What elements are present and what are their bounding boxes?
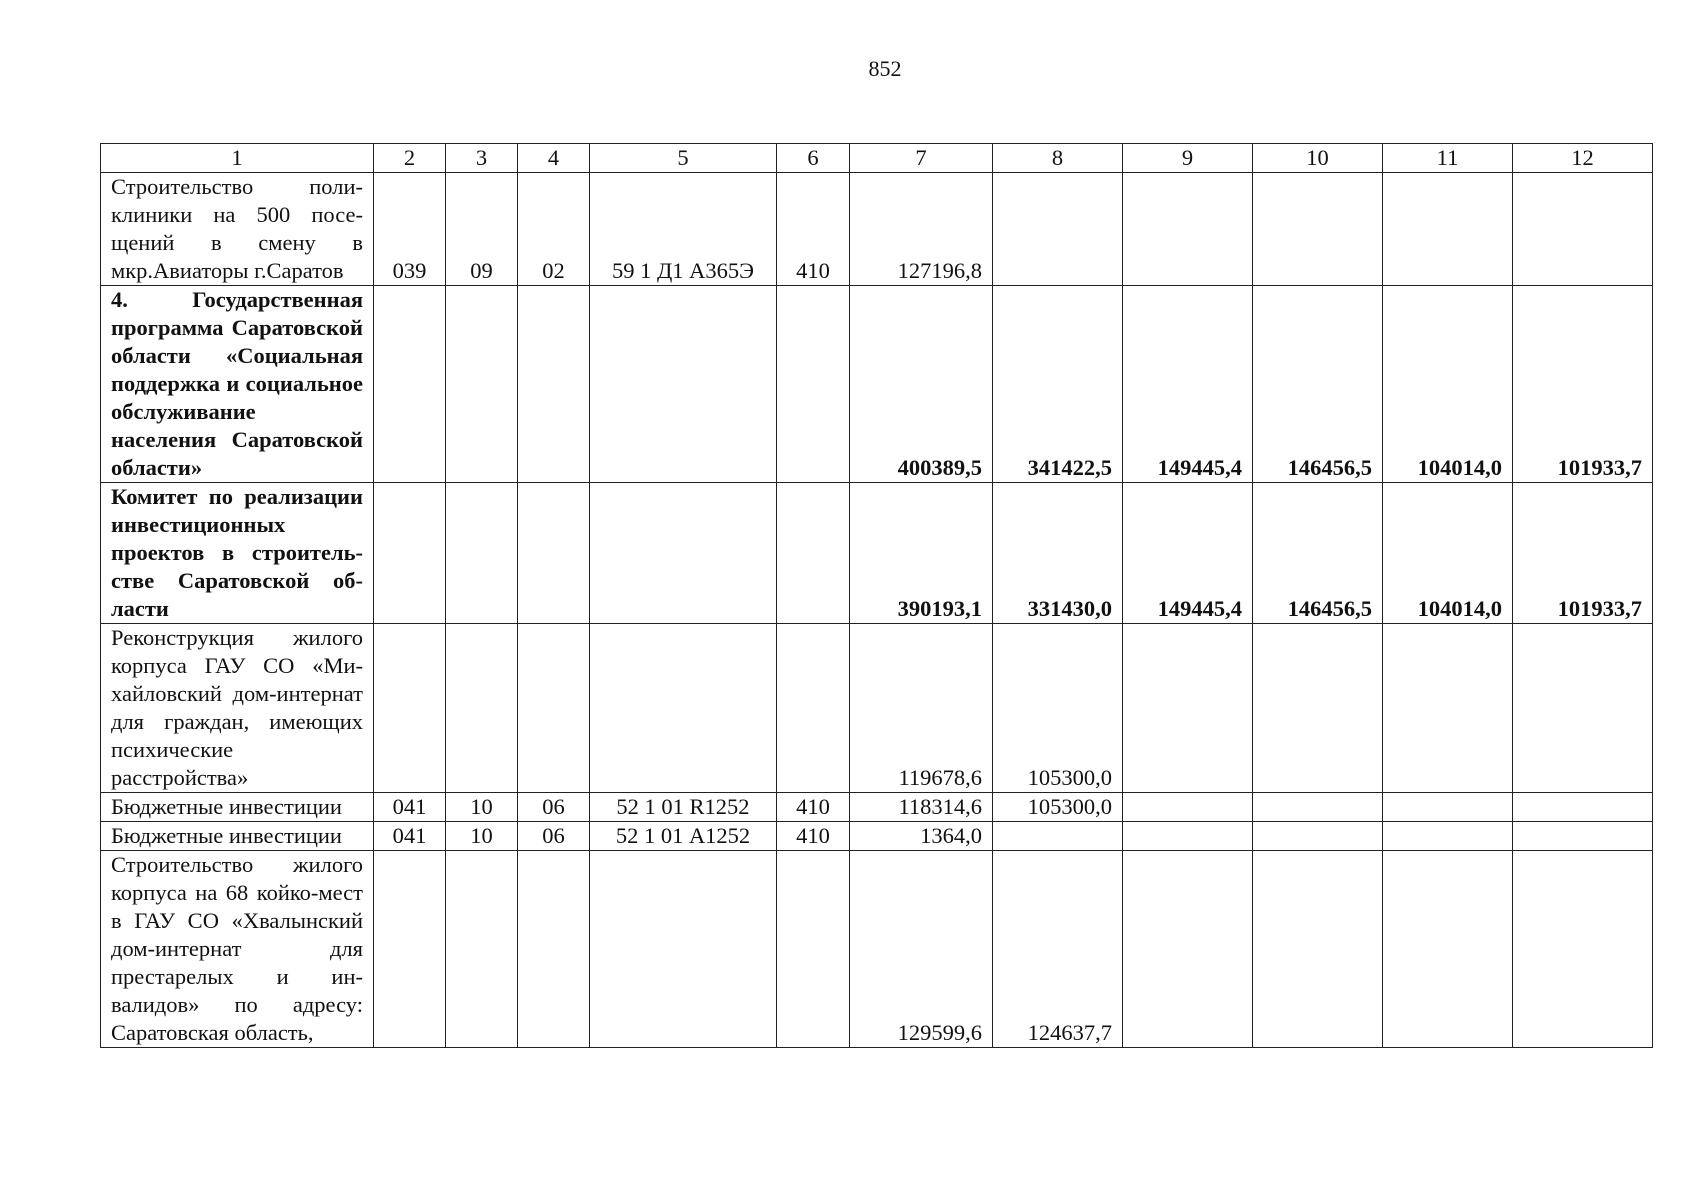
item-name-cell: Строительство поликлиники на 500 посещений в смену в мкр.Авиаторы г.Саратов xyxy=(101,173,374,286)
section-code-cell xyxy=(446,483,518,624)
section-code-cell: 09 xyxy=(446,173,518,286)
subsection-code-cell xyxy=(518,483,590,624)
amount-cell: 124637,7 xyxy=(993,851,1123,1048)
amount-cell xyxy=(1383,822,1513,851)
page-number: 852 xyxy=(868,56,902,81)
subsection-code-cell: 06 xyxy=(518,822,590,851)
amount-cell xyxy=(1383,793,1513,822)
target-item-code-cell xyxy=(590,483,777,624)
amount-cell: 1364,0 xyxy=(850,822,993,851)
amount-cell xyxy=(1123,822,1253,851)
amount-cell: 104014,0 xyxy=(1383,483,1513,624)
amount-cell xyxy=(1513,793,1653,822)
amount-cell xyxy=(1253,624,1383,793)
amount-cell xyxy=(993,822,1123,851)
expense-type-code-cell xyxy=(777,286,850,483)
item-name-cell: Реконструкция жилого корпуса ГАУ СО «Михайловский дом-интернат для граждан, имеющих психические расстройства» xyxy=(101,624,374,793)
subsection-code-cell: 06 xyxy=(518,793,590,822)
amount-cell xyxy=(1513,851,1653,1048)
amount-cell: 104014,0 xyxy=(1383,286,1513,483)
amount-cell: 149445,4 xyxy=(1123,483,1253,624)
amount-cell xyxy=(993,173,1123,286)
amount-cell xyxy=(1383,173,1513,286)
amount-cell: 146456,5 xyxy=(1253,483,1383,624)
amount-cell: 149445,4 xyxy=(1123,286,1253,483)
expense-type-code-cell: 410 xyxy=(777,822,850,851)
target-item-code-cell xyxy=(590,851,777,1048)
ministry-code-cell: 041 xyxy=(374,822,446,851)
amount-cell xyxy=(1513,624,1653,793)
amount-cell xyxy=(1513,173,1653,286)
expense-type-code-cell xyxy=(777,624,850,793)
column-header: 9 xyxy=(1123,144,1253,173)
expense-type-code-cell xyxy=(777,483,850,624)
column-header: 5 xyxy=(590,144,777,173)
expense-type-code-cell xyxy=(777,851,850,1048)
ministry-code-cell: 039 xyxy=(374,173,446,286)
item-name-cell: Бюджетные инвестиции xyxy=(101,822,374,851)
expense-type-code-cell: 410 xyxy=(777,173,850,286)
column-header: 2 xyxy=(374,144,446,173)
item-name-cell: Строительство жилого корпуса на 68 койко-мест в ГАУ СО «Хвалынский дом-интернат для престарелых и инвалидов» по адресу: Саратовская область, xyxy=(101,851,374,1048)
section-code-cell: 10 xyxy=(446,822,518,851)
ministry-code-cell xyxy=(374,483,446,624)
item-name-cell: Комитет по реализации инвестиционных проектов в строительстве Саратовской области xyxy=(101,483,374,624)
amount-cell xyxy=(1123,624,1253,793)
subsection-code-cell xyxy=(518,286,590,483)
amount-cell xyxy=(1383,851,1513,1048)
subsection-code-cell xyxy=(518,624,590,793)
ministry-code-cell xyxy=(374,851,446,1048)
amount-cell xyxy=(1123,793,1253,822)
ministry-code-cell xyxy=(374,286,446,483)
subsection-code-cell: 02 xyxy=(518,173,590,286)
ministry-code-cell xyxy=(374,624,446,793)
table-row xyxy=(101,793,1653,822)
amount-cell xyxy=(1123,851,1253,1048)
amount-cell: 118314,6 xyxy=(850,793,993,822)
target-item-code-cell xyxy=(590,624,777,793)
target-item-code-cell: 59 1 Д1 А365Э xyxy=(590,173,777,286)
amount-cell xyxy=(1253,173,1383,286)
expense-type-code-cell: 410 xyxy=(777,793,850,822)
budget-table xyxy=(100,143,1653,1048)
amount-cell: 331430,0 xyxy=(993,483,1123,624)
amount-cell: 127196,8 xyxy=(850,173,993,286)
table-row xyxy=(101,624,1653,793)
amount-cell: 105300,0 xyxy=(993,624,1123,793)
table-row xyxy=(101,173,1653,286)
amount-cell: 129599,6 xyxy=(850,851,993,1048)
column-header: 11 xyxy=(1383,144,1513,173)
section-code-cell: 10 xyxy=(446,793,518,822)
amount-cell: 119678,6 xyxy=(850,624,993,793)
column-header: 7 xyxy=(850,144,993,173)
ministry-code-cell: 041 xyxy=(374,793,446,822)
column-header: 4 xyxy=(518,144,590,173)
amount-cell xyxy=(1253,793,1383,822)
amount-cell xyxy=(1253,822,1383,851)
table-row xyxy=(101,822,1653,851)
section-code-cell xyxy=(446,624,518,793)
table-row xyxy=(101,851,1653,1048)
table-row xyxy=(101,286,1653,483)
amount-cell xyxy=(1253,851,1383,1048)
section-code-cell xyxy=(446,851,518,1048)
amount-cell: 390193,1 xyxy=(850,483,993,624)
column-header: 10 xyxy=(1253,144,1383,173)
column-number-header-row xyxy=(101,144,1653,173)
amount-cell xyxy=(1513,822,1653,851)
amount-cell xyxy=(1383,624,1513,793)
target-item-code-cell: 52 1 01 R1252 xyxy=(590,793,777,822)
target-item-code-cell: 52 1 01 А1252 xyxy=(590,822,777,851)
column-header: 12 xyxy=(1513,144,1653,173)
column-header: 3 xyxy=(446,144,518,173)
amount-cell: 101933,7 xyxy=(1513,286,1653,483)
column-header: 8 xyxy=(993,144,1123,173)
amount-cell: 105300,0 xyxy=(993,793,1123,822)
column-header: 6 xyxy=(777,144,850,173)
section-code-cell xyxy=(446,286,518,483)
amount-cell: 341422,5 xyxy=(993,286,1123,483)
subsection-code-cell xyxy=(518,851,590,1048)
table-row xyxy=(101,483,1653,624)
item-name-cell: Бюджетные инвестиции xyxy=(101,793,374,822)
amount-cell xyxy=(1123,173,1253,286)
item-name-cell: 4. Государственная программа Саратовской области «Социальная поддержка и социальное обслуживание населения Саратовской области» xyxy=(101,286,374,483)
amount-cell: 400389,5 xyxy=(850,286,993,483)
amount-cell: 146456,5 xyxy=(1253,286,1383,483)
target-item-code-cell xyxy=(590,286,777,483)
amount-cell: 101933,7 xyxy=(1513,483,1653,624)
column-header: 1 xyxy=(101,144,374,173)
